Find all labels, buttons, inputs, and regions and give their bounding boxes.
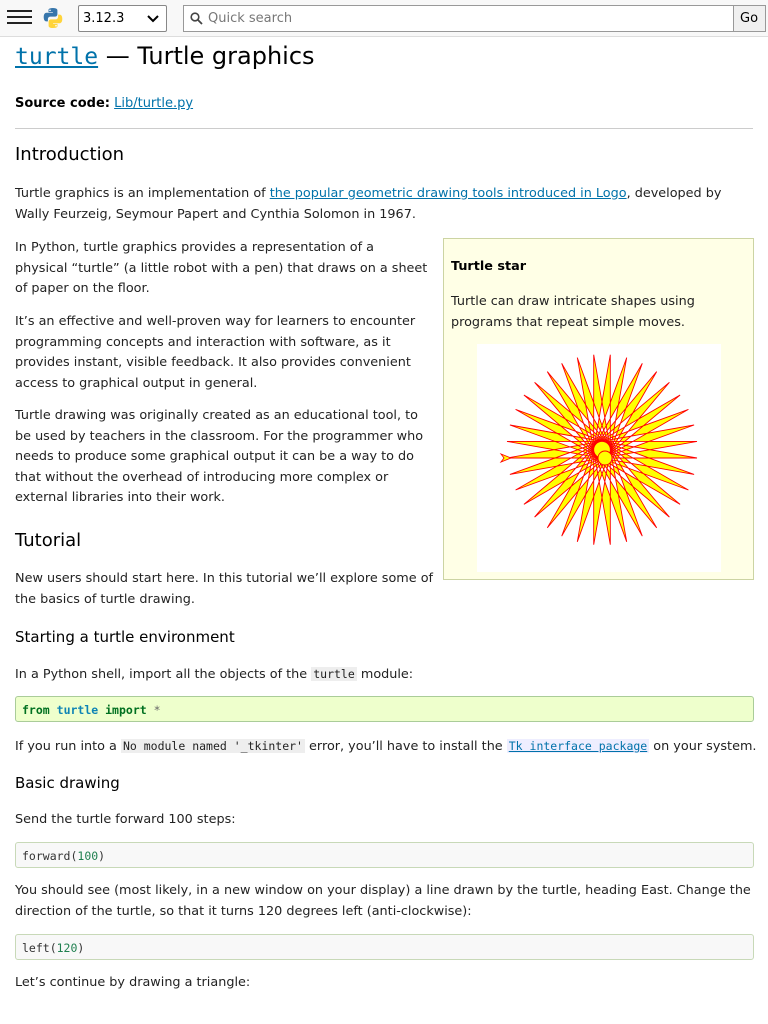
turtle-star-image <box>477 344 721 572</box>
code-keyword: import <box>105 703 147 717</box>
code-keyword: from <box>22 703 50 717</box>
code-paren: ) <box>77 941 85 955</box>
source-link[interactable]: Lib/turtle.py <box>114 96 194 111</box>
intro-paragraph-3: It’s an effective and well-proven way for learners to encounter programming concepts and interaction with software, as it provides instant, visible feedback. It also provides convenient access to graphical output in general. <box>15 314 416 391</box>
title-module-link[interactable]: turtle <box>15 44 99 70</box>
tkinter-text-end: on your system. <box>649 739 757 754</box>
star-center <box>598 451 612 465</box>
intro-paragraph-4: Turtle drawing was originally created as an educational tool, to be used by teachers in the classroom. For the programmer who needs to produce some graphical output it can be a way to do that without the overhead of introducing more complex or external libraries into their work. <box>15 408 424 505</box>
star-shape <box>507 355 697 545</box>
import-text: In a Python shell, import all the objects of the <box>15 667 312 682</box>
code-star: * <box>153 703 161 717</box>
code-paren: ) <box>98 849 106 863</box>
version-value: 3.12.3 <box>83 11 125 26</box>
code-number: 100 <box>77 849 99 863</box>
tkinter-paragraph <box>15 736 757 758</box>
turtle-star-sidebar <box>443 238 754 580</box>
inline-code-error: No module named '_tkinter' <box>122 739 303 753</box>
tk-interface-link[interactable]: Tk interface package <box>508 739 648 753</box>
introduction-heading: Introduction <box>15 144 125 165</box>
tutorial-heading: Tutorial <box>15 530 82 551</box>
intro-p1-text-end: , developed by Wally Feurzeig, Seymour Papert and Cynthia Solomon in 1967. <box>15 186 722 222</box>
import-text-end: module: <box>356 667 414 682</box>
direction-paragraph: You should see (most likely, in a new window on your display) a line drawn by the turtle, heading East. Change the direction of the turtle, so that it turns 120 degrees left (anti-clockwise): <box>15 883 751 919</box>
basic-drawing-heading: Basic drawing <box>15 774 120 792</box>
code-number: 120 <box>56 941 78 955</box>
forward-paragraph: Send the turtle forward 100 steps: <box>15 812 236 827</box>
intro-p1-text: Turtle graphics is an implementation of <box>15 186 270 201</box>
top-navigation-bar <box>0 0 768 37</box>
menu-icon[interactable] <box>7 8 32 29</box>
sidebar-text: Turtle can draw intricate shapes using programs that repeat simple moves. <box>451 294 695 330</box>
tkinter-text-mid: error, you’ll have to install the <box>304 739 507 754</box>
turtle-star-drawing <box>477 344 721 572</box>
tutorial-paragraph: New users should start here. In this tutorial we’ll explore some of the basics of turtle drawing. <box>15 571 434 607</box>
python-logo-icon[interactable] <box>42 7 64 29</box>
tkinter-text: If you run into a <box>15 739 121 754</box>
code-module: turtle <box>56 703 99 717</box>
source-label: Source code: <box>15 96 110 111</box>
source-code-line <box>15 96 193 111</box>
search-input[interactable] <box>183 5 734 32</box>
import-paragraph <box>15 664 753 686</box>
page-title <box>15 42 315 70</box>
starting-heading: Starting a turtle environment <box>15 628 235 646</box>
intro-paragraph-1 <box>15 184 753 225</box>
search-placeholder: Quick search <box>208 11 293 26</box>
code-block-import <box>15 696 754 722</box>
code-block-left <box>15 934 754 960</box>
inline-code-turtle: turtle <box>313 667 355 681</box>
code-function: forward( <box>22 849 78 863</box>
version-select[interactable] <box>78 5 167 32</box>
intro-paragraph-2: In Python, turtle graphics provides a representation of a physical “turtle” (a little robot with a pen) that draws on a sheet of paper on the floor. <box>15 240 428 296</box>
code-block-forward <box>15 842 754 868</box>
triangle-paragraph: Let’s continue by drawing a triangle: <box>15 975 251 990</box>
title-text: — Turtle graphics <box>98 42 315 70</box>
code-function: left( <box>22 941 57 955</box>
chevron-down-icon <box>147 14 159 24</box>
search-icon <box>190 12 203 25</box>
sidebar-title: Turtle star <box>451 259 527 274</box>
turtle-cursor-icon <box>501 454 511 462</box>
divider <box>15 128 753 129</box>
go-button[interactable]: Go <box>733 5 766 32</box>
logo-link[interactable]: the popular geometric drawing tools introduced in Logo <box>269 186 627 201</box>
